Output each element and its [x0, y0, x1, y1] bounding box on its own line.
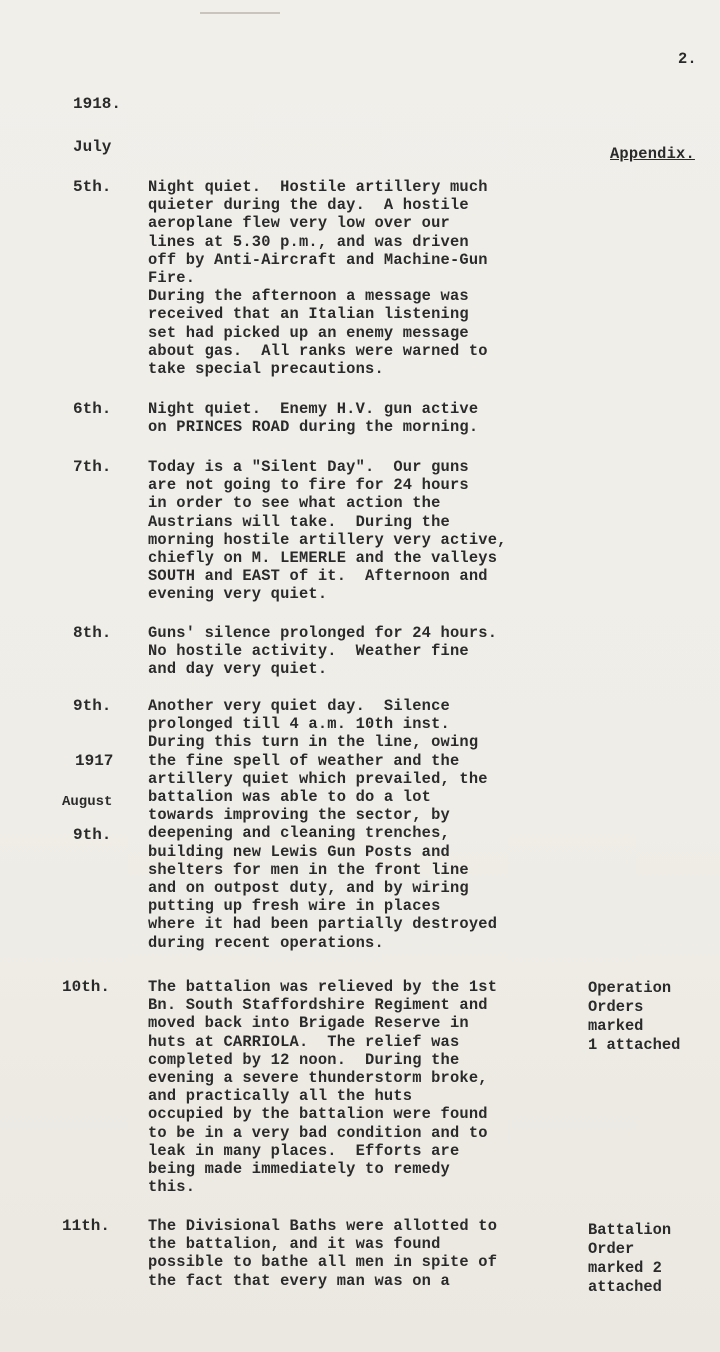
appendix-heading: Appendix.: [610, 145, 695, 163]
entry-date: 6th.: [73, 400, 112, 418]
appendix-note: Battalion Order marked 2 attached: [588, 1221, 672, 1296]
margin-year: 1917: [75, 752, 114, 770]
page-number: 2.: [678, 50, 697, 68]
entry-text: Guns' silence prolonged for 24 hours. No hostile activity. Weather fine and day very quiet.: [148, 624, 498, 679]
entry-date: 7th.: [73, 458, 112, 476]
entry-text: Today is a "Silent Day". Our guns are not going to fire for 24 hours in order to see what action the Austrians will take. During the morning hostile artillery very active, chiefly on M. LEMERLE and the valleys SOUTH and EAST of it. Afternoon and evening very quiet.: [148, 458, 507, 604]
entry-text: The battalion was relieved by the 1st Bn. South Staffordshire Regiment and moved back into Brigade Reserve in huts at CARRIOLA. The relief was completed by 12 noon. During the evening a severe thunderstorm broke, and practically all the huts occupied by the battalion were found to be in a very bad condition and to leak in many places. Efforts are being made immediately to remedy this.: [148, 978, 498, 1197]
appendix-note: Operation Orders marked 1 attached: [588, 979, 681, 1054]
entry-text: Night quiet. Hostile artillery much quieter during the day. A hostile aeroplane flew very low over our lines at 5.30 p.m., and was driven off by Anti-Aircraft and Machine-Gun Fire. During the afternoon a message was received that an Italian listening set had picked up an enemy message about gas. All ranks were warned to take special precautions.: [148, 178, 488, 379]
entry-text: The Divisional Baths were allotted to the battalion, and it was found possible to bathe all men in spite of the fact that every man was on a: [148, 1217, 498, 1290]
margin-day: 9th.: [73, 826, 112, 844]
entry-date: 10th.: [62, 978, 111, 996]
entry-text: Night quiet. Enemy H.V. gun active on PRINCES ROAD during the morning.: [148, 400, 479, 437]
year-heading: 1918.: [73, 95, 122, 113]
entry-date: 8th.: [73, 624, 112, 642]
paper-fold-mark: [200, 12, 280, 14]
month-heading: July: [73, 138, 112, 156]
entry-date: 11th.: [62, 1217, 111, 1235]
entry-date: 9th.: [73, 697, 112, 715]
entry-date: 5th.: [73, 178, 112, 196]
entry-text: Another very quiet day. Silence prolonged till 4 a.m. 10th inst. During this turn in the line, owing the fine spell of weather and the artillery quiet which prevailed, the battalion was able to do a lot towards improving the sector, by deepening and cleaning trenches, building new Lewis Gun Posts and shelters for men in the front line and on outpost duty, and by wiring putting up fresh wire in places where it had been partially destroyed during recent operations.: [148, 697, 498, 952]
margin-month: August: [62, 794, 113, 810]
